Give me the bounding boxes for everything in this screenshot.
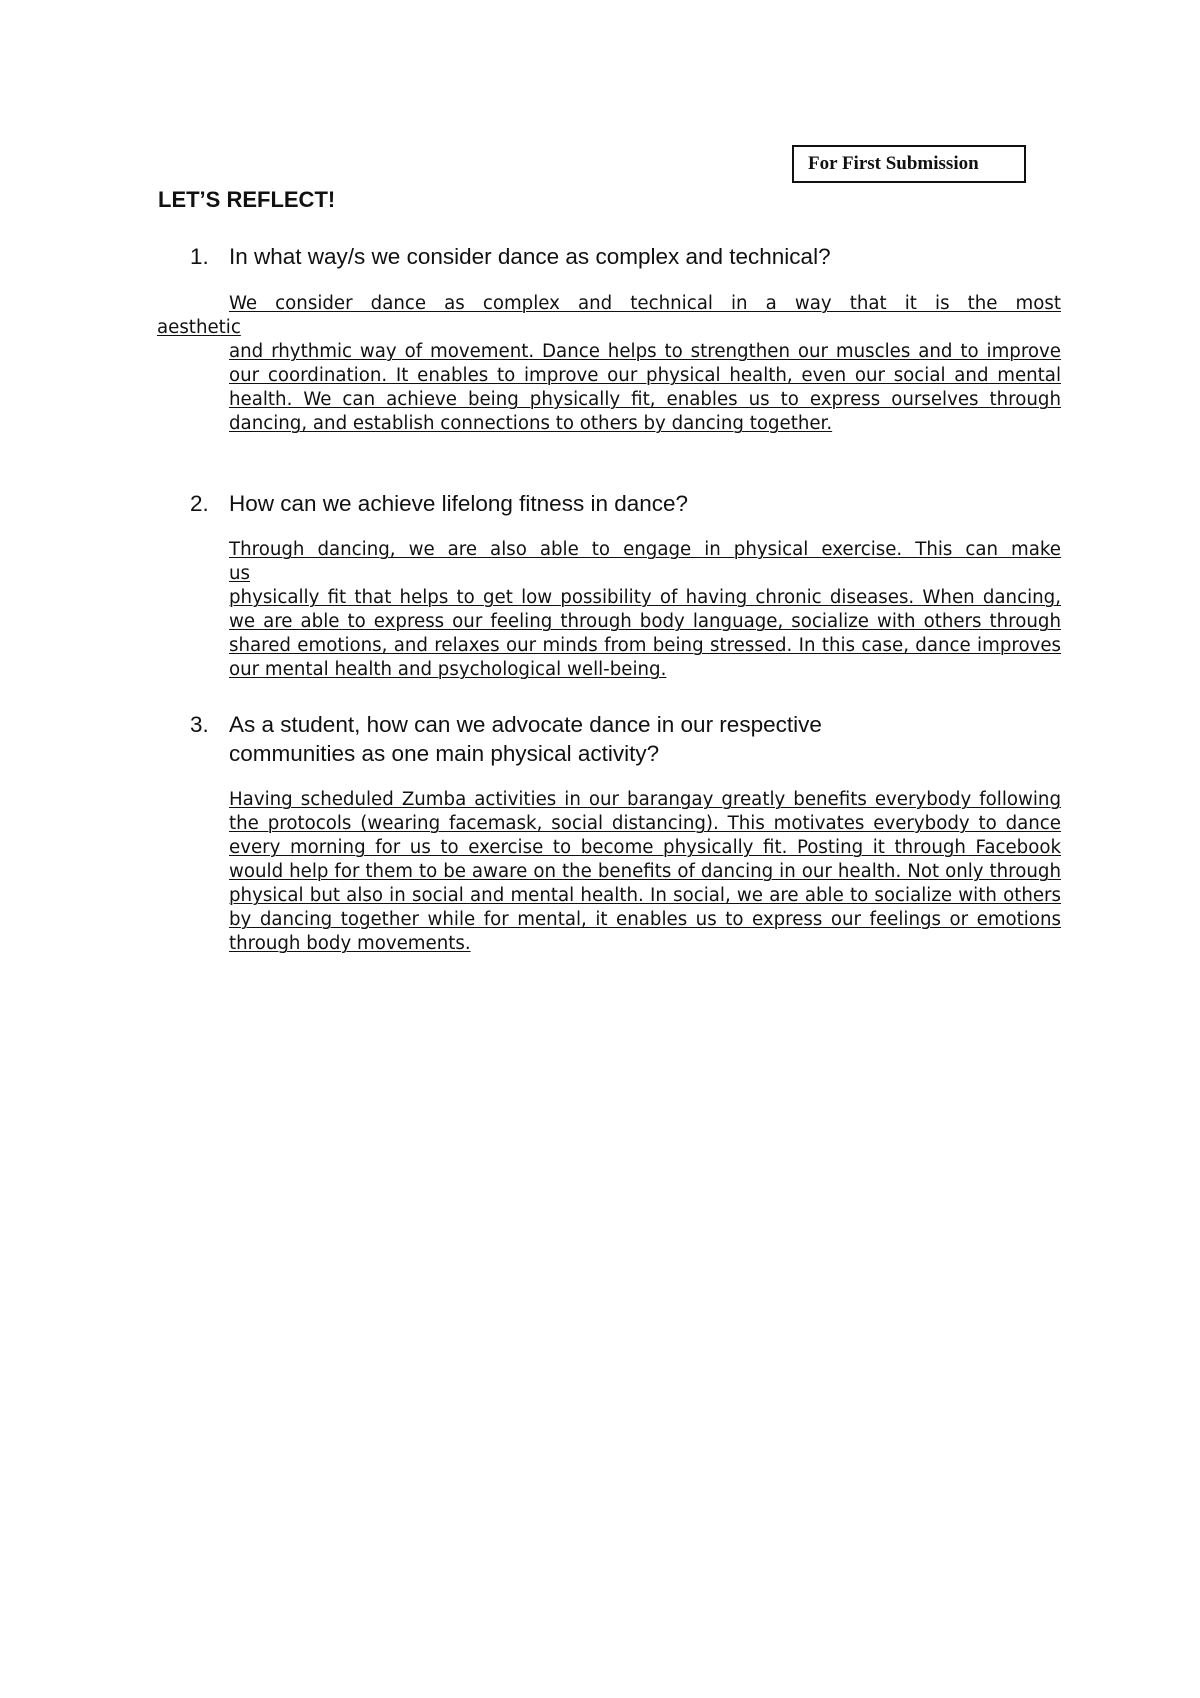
answer-wrap-word: aesthetic bbox=[157, 317, 241, 338]
answer-3 bbox=[229, 788, 1061, 956]
answer-body: physically fit that helps to get low possibility of having chronic diseases. When dancing, we are able to express our feeling through body language, socialize with others through shared emotions, and relaxes our minds from being stressed. In this case, dance improves our mental health and psychological well-being. bbox=[229, 587, 1061, 680]
question-number: 2. bbox=[190, 491, 209, 516]
question-3 bbox=[190, 710, 910, 768]
answer-2 bbox=[229, 538, 1061, 682]
answer-body: Having scheduled Zumba activities in our barangay greatly benefits everybody following the protocols (wearing facemask, social distancing). This motivates everybody to dance every morning for us to exercise to become physically fit. Posting it through Facebook would help for them to be aware on the benefits of dancing in our health. Not only through physical but also in social and mental health. In social, we are able to socialize with others by dancing together while for mental, it enables us to express our feelings or emotions through body movements. bbox=[229, 789, 1061, 954]
answer-wrap-word: us bbox=[229, 563, 251, 584]
answer-body: and rhythmic way of movement. Dance helps to strengthen our muscles and to improve our coordination. It enables to improve our physical health, even our social and mental health. We can achieve being physically fit, enables us to express ourselves through dancing, and establish connections to others by dancing together. bbox=[229, 341, 1061, 434]
submission-label-box bbox=[792, 145, 1026, 183]
question-number: 1. bbox=[190, 244, 209, 269]
submission-label: For First Submission bbox=[808, 153, 979, 174]
answer-1 bbox=[157, 292, 1061, 436]
question-2 bbox=[190, 489, 950, 518]
question-number: 3. bbox=[190, 712, 209, 737]
answer-first-line: Through dancing, we are also able to engage in physical exercise. This can make bbox=[229, 539, 1061, 560]
question-1 bbox=[190, 242, 950, 271]
question-text: In what way/s we consider dance as complex and technical? bbox=[229, 244, 831, 269]
answer-first-line: We consider dance as complex and technical in a way that it is the most bbox=[229, 293, 1061, 314]
question-text: As a student, how can we advocate dance in our respective communities as one main physical activity? bbox=[229, 712, 822, 766]
question-text: How can we achieve lifelong fitness in dance? bbox=[229, 491, 689, 516]
page-title: LET’S REFLECT! bbox=[158, 187, 336, 212]
